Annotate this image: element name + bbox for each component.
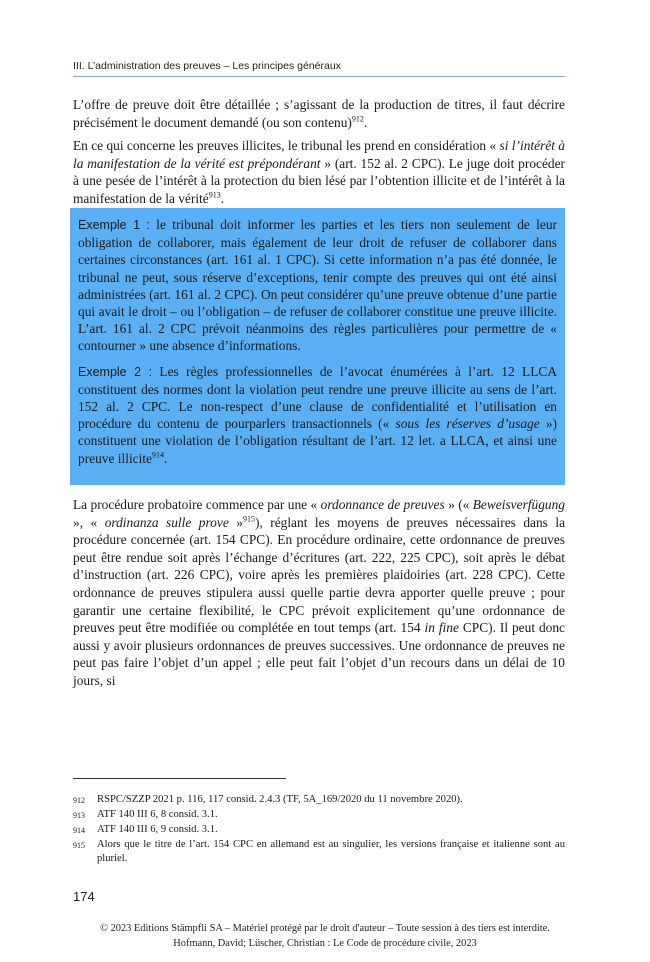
intro-paragraphs <box>73 96 565 214</box>
footnote <box>73 838 565 866</box>
copyright-notice <box>0 921 650 951</box>
paragraph-preuves-illicites: En ce qui concerne les preuves illicites, le tribunal les prend en considération « si l’intérêt à la manifestation de la vérité est prépondérant » (art. 152 al. 2 CPC). Le juge doit procéder à une pesée de l’intérêt à la protection du bien lésé par l’obtention illicite et de l’intérêt à la manifestation de la vérité$^{913}$. <box>73 138 565 206</box>
header-rule <box>73 76 565 77</box>
footnote <box>73 808 565 823</box>
footnote-number: 912 <box>73 796 85 805</box>
paragraph-offre-de-preuve: L’offre de preuve doit être détaillée ; s’agissant de la production de titres, il faut décrire précisément le document demandé (ou son contenu)$^{912}$. <box>73 97 565 130</box>
footnotes <box>73 793 565 866</box>
procedure-paragraph: La procédure probatoire commence par une « ordonnance de preuves » (« Beweisverfügung », « ordinanza sulle prove »$^{915}$), réglant les moyens de preuves nécessaires dans la procédure concernée (art. 154 CPC). En procédure ordinaire, cette ordonnance de preuves peut être rendue soit après l’échange d’écritures (art. 222, 225 CPC), soit après le débat d’instruction (art. 226 CPC), voire après les premières plaidoiries (art. 228 CPC). Cette ordonnance de preuves stipulera aussi quelle partie devra apporter quelle preuve ; pour garantir une certaine flexibilité, le CPC prévoit explicitement qu’une ordonnance de preuves peut être modifiée ou complétée en tout temps (art. 154 in fine CPC). Il peut donc aussi y avoir plusieurs ordonnances de preuves successives. Une ordonnance de preuves ne peut pas faire l’objet d’un appel ; elle peut fait l’objet d’un recours dans un délai de 10 jours, si <box>73 497 566 688</box>
examples-box <box>70 208 565 485</box>
copyright-line-2: Hofmann, David; Lüscher, Christian : Le Code de procédure civile, 2023 <box>173 938 477 949</box>
footnote-text: ATF 140 III 6, 8 consid. 3.1. <box>97 809 218 820</box>
copyright-line-1: © 2023 Editions Stämpfli SA – Matériel protégé par le droit d'auteur – Toute session à des tiers est interdite. <box>100 923 550 934</box>
footnote-separator <box>73 778 286 779</box>
footnote-ref-912[interactable]: 912 <box>351 114 364 124</box>
footnote-number: 915 <box>73 841 85 850</box>
footnote <box>73 793 565 808</box>
example-2: Exemple 2 : Les règles professionnelles de l’avocat énumérées à l’art. 12 LLCA constituent des normes dont la violation peut rendre une preuve illicite au sens de l’art. 152 al. 2 CPC. Le non-respect d’une clause de confidentialité et l’utilisation en procédure du contenu de pourparlers transactionnels (« sous les réserves d’usage ») constituent une violation de l’obligation résultant de l’art. 12 let. a LLCA, et ainsi une preuve illicite$^{914}$. <box>78 363 557 466</box>
example-1: Exemple 1 : le tribunal doit informer les parties et les tiers non seulement de leur obligation de collaborer, mais également de leur droit de refuser de collaborer dans certaines circonstances (art. 161 al. 1 CPC). Si cette information n’a pas été donnée, le tribunal ne peut, sous réserve d’exceptions, tenir compte des preuves qui ont été ainsi administrées (art. 161 al. 2 CPC). On peut considérer qu’une preuve obtenue d’une partie qui avait le droit – ou l’obligation – de refuser de collaborer constitue une preuve illicite. L’art. 161 al. 2 CPC prévoit néanmoins des règles particulières pour permettre de « contourner » une absence d’informations. <box>78 217 557 354</box>
footnote-text: ATF 140 III 6, 9 consid. 3.1. <box>97 824 218 835</box>
footnote-text: RSPC/SZZP 2021 p. 116, 117 consid. 2.4.3 (TF, 5A_169/2020 du 11 novembre 2020). <box>97 794 463 805</box>
footnote-ref-914[interactable]: 914 <box>152 450 164 460</box>
page-number: 174 <box>73 889 95 904</box>
footnote-ref-913[interactable]: 913 <box>208 190 221 200</box>
footnote-text: Alors que le titre de l’art. 154 CPC en allemand est au singulier, les versions française et italienne sont au pluriel. <box>97 839 565 864</box>
footnote-number: 913 <box>73 811 85 820</box>
example-1-label: Exemple 1 : <box>78 218 150 232</box>
footnote-number: 914 <box>73 826 85 835</box>
running-header: III. L’administration des preuves – Les principes généraux <box>73 60 341 72</box>
footnote <box>73 823 565 838</box>
footnote-ref-915[interactable]: 915 <box>242 514 255 524</box>
example-2-label: Exemple 2 : <box>78 364 153 379</box>
